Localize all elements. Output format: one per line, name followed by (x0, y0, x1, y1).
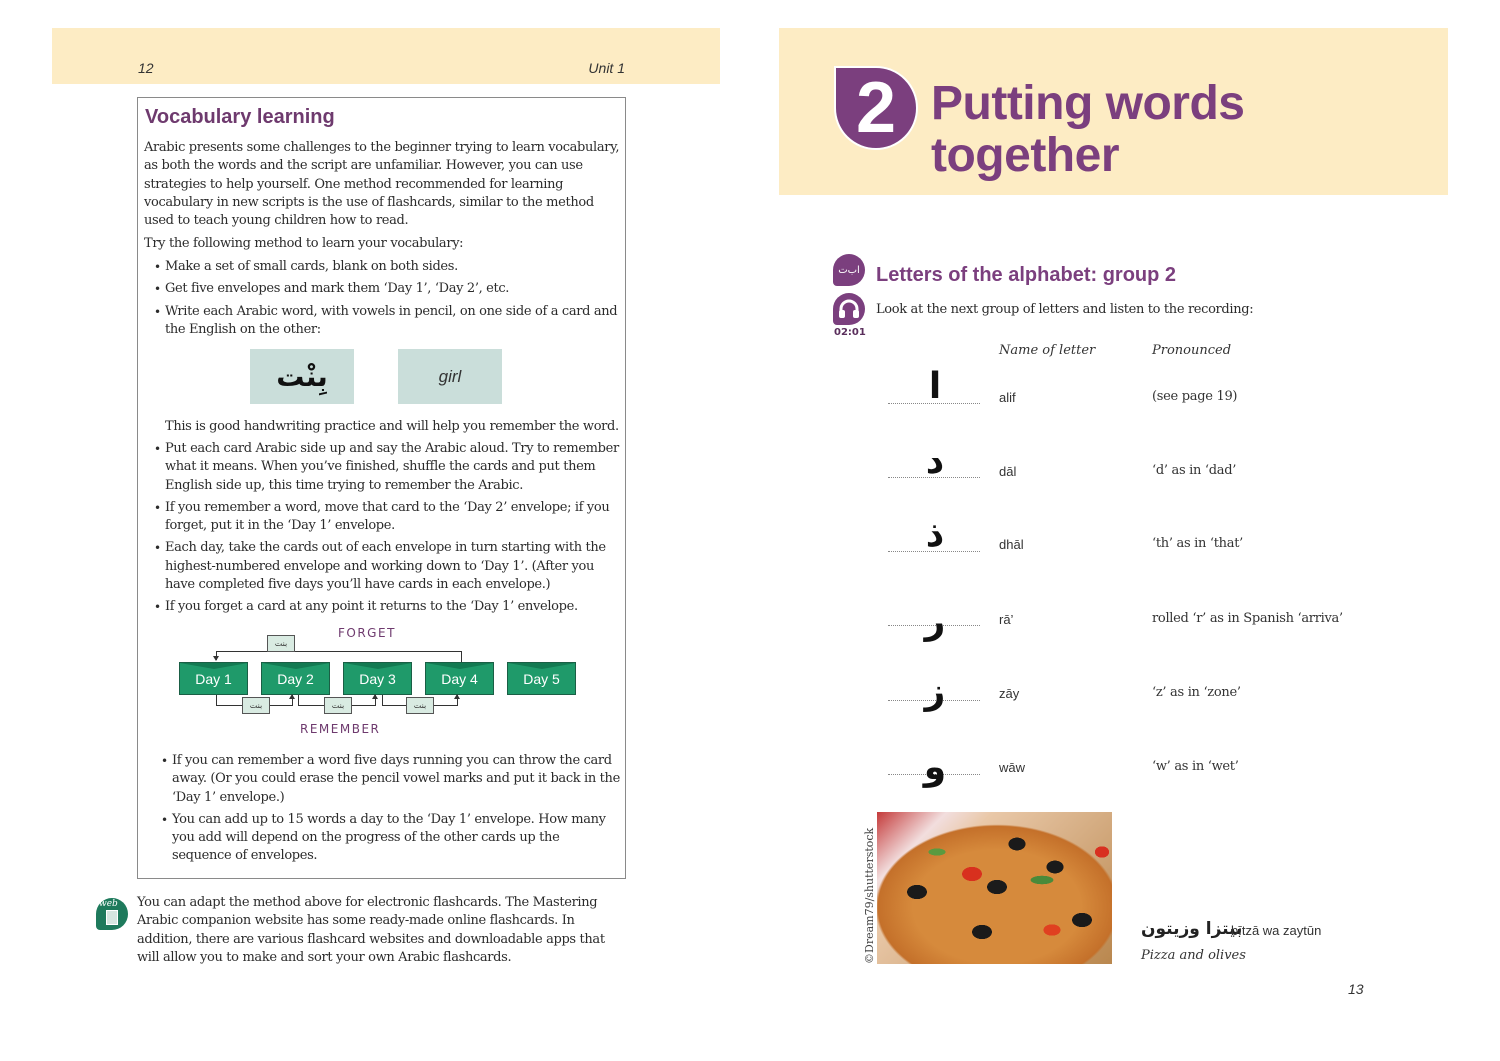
page-number-right: 13 (1348, 981, 1364, 997)
photo-caption-transliteration: bītzā wa zaytūn (1231, 923, 1322, 938)
web-icon-label: web (99, 899, 118, 909)
box-title: Vocabulary learning (145, 106, 335, 128)
flashcard-envelope-diagram (178, 625, 588, 740)
letter-row-dal (888, 440, 1358, 500)
envelope-day-3: Day 3 (343, 662, 412, 695)
arrow-up-icon (372, 694, 378, 699)
list-item: • If you forget a card at any point it returns to the ‘Day 1’ envelope. (144, 598, 620, 616)
web-note-paragraph: You can adapt the method above for electronic flashcards. The Mastering Arabic companion website has some ready-made online flashcards. In addition, there are various flashcard websites and downloadable apps that will allow you to make and sort your own Arabic flashcards. (137, 895, 605, 965)
letter-pronunciation: ‘w’ as in ‘wet’ (1152, 759, 1239, 774)
moving-card: بنت (324, 697, 352, 714)
list-item: • If you can remember a word five days running you can throw the card away. (Or you could erase the pencil vowel marks and put it back in the ‘Day 1’ envelope.) (151, 752, 621, 807)
envelope-day-5: Day 5 (507, 662, 576, 695)
list-item: • Put each card Arabic side up and say the Arabic aloud. Try to remember what it means. When you’ve finished, shuffle the cards and put them English side up, this time trying to remember the Arabic. (144, 440, 620, 495)
photo-caption-english: Pizza and olives (1141, 948, 1246, 963)
list-item: • If you remember a word, move that card to the ‘Day 2’ envelope; if you forget, put it in the ‘Day 1’ envelope. (144, 499, 620, 536)
audio-track-time: 02:01 (834, 327, 866, 338)
web-resource-icon (96, 898, 128, 930)
moving-card: بنت (267, 635, 295, 652)
try-line: Try the following method to learn your vocabulary: (144, 236, 464, 251)
list-item: • Make a set of small cards, blank on both sides. (144, 258, 620, 276)
document-icon (106, 910, 118, 925)
arrow-up-icon (454, 694, 460, 699)
bullet-list-a (144, 258, 620, 343)
pizza-photo (877, 812, 1112, 964)
letter-row-ra (888, 596, 1358, 656)
arabic-letter: ز (924, 671, 946, 712)
bullet-list-b (144, 440, 620, 621)
headphones-icon[interactable] (833, 293, 865, 325)
arabic-letter: د (925, 441, 945, 482)
column-header-name: Name of letter (999, 343, 1096, 358)
letter-name: dāl (999, 464, 1017, 479)
letter-pronunciation: ‘z’ as in ‘zone’ (1152, 685, 1241, 700)
list-item: • Get five envelopes and mark them ‘Day 1’, ‘Day 2’, etc. (144, 280, 620, 298)
letter-pronunciation: rolled ‘r’ as in Spanish ‘arriva’ (1152, 611, 1343, 626)
envelope-day-4: Day 4 (425, 662, 494, 695)
photo-caption-arabic: بيتزا وزيتون (1141, 919, 1243, 939)
unit-number-badge: 2 (834, 66, 918, 150)
arabic-letter: ر (924, 601, 946, 642)
letter-name: dhāl (999, 537, 1024, 552)
letter-pronunciation: ‘d’ as in ‘dad’ (1152, 463, 1237, 478)
arabic-letter: و (923, 747, 947, 788)
running-header: Unit 1 (588, 60, 625, 76)
flashcard-english: girl (398, 349, 502, 404)
intro-paragraph: Arabic presents some challenges to the beginner trying to learn vocabulary, as both the words and the script are unfamiliar. However, you can use strategies to help yourself. One method recommended for learning vocabulary in new scripts is the use of flashcards, similar to the method used to teach young children how to read. (144, 140, 620, 229)
list-item: • Each day, take the cards out of each envelope in turn starting with the highest-numbered envelope and working down to ‘Day 1’. (After you have completed five days you’ll have cards in each envelope.) (144, 539, 620, 594)
bullet-list-c (151, 752, 621, 870)
letter-name: rā’ (999, 612, 1014, 627)
section-title: Letters of the alphabet: group 2 (876, 264, 1177, 286)
letter-name: wāw (999, 760, 1026, 775)
moving-card: بنت (406, 697, 434, 714)
page-number-left: 12 (138, 60, 154, 76)
photo-credit: ©Dream79/shutterstock (863, 827, 876, 964)
instruction-text: Look at the next group of letters and listen to the recording: (876, 302, 1254, 317)
arabic-letter: ا (928, 366, 942, 407)
remember-label: REMEMBER (300, 722, 381, 736)
letter-pronunciation: ‘th’ as in ‘that’ (1152, 536, 1243, 551)
vocabulary-learning-box (137, 97, 626, 879)
letter-row-waw (888, 744, 1358, 804)
letter-name: zāy (999, 686, 1020, 701)
arrow-down-icon (213, 656, 219, 661)
letter-row-dhal (888, 513, 1358, 573)
handwriting-note: This is good handwriting practice and will help you remember the word. (165, 419, 619, 434)
envelope-day-1: Day 1 (179, 662, 248, 695)
arrow-up-icon (289, 694, 295, 699)
column-header-pronounced: Pronounced (1152, 343, 1232, 358)
moving-card: بنت (242, 697, 270, 714)
unit-title: Putting words together (931, 77, 1245, 182)
forget-line (216, 651, 462, 652)
right-header-band (779, 28, 1448, 195)
arabic-letter: ذ (925, 514, 945, 555)
letter-row-alif (888, 365, 1358, 425)
envelope-day-2: Day 2 (261, 662, 330, 695)
forget-label: FORGET (338, 626, 396, 640)
letter-name: alif (999, 390, 1016, 405)
left-header-band (52, 28, 720, 84)
forget-line (461, 651, 462, 662)
list-item: • Write each Arabic word, with vowels in pencil, on one side of a card and the English on the other: (144, 303, 620, 340)
letter-row-zay (888, 668, 1358, 728)
letter-pronunciation: (see page 19) (1152, 389, 1238, 404)
flashcard-arabic: بِنْت (250, 349, 354, 404)
list-item: • You can add up to 15 words a day to the ‘Day 1’ envelope. How many you add will depend on the progress of the other cards up the sequence of envelopes. (151, 811, 621, 866)
alphabet-icon: اب‌ت (833, 254, 865, 286)
